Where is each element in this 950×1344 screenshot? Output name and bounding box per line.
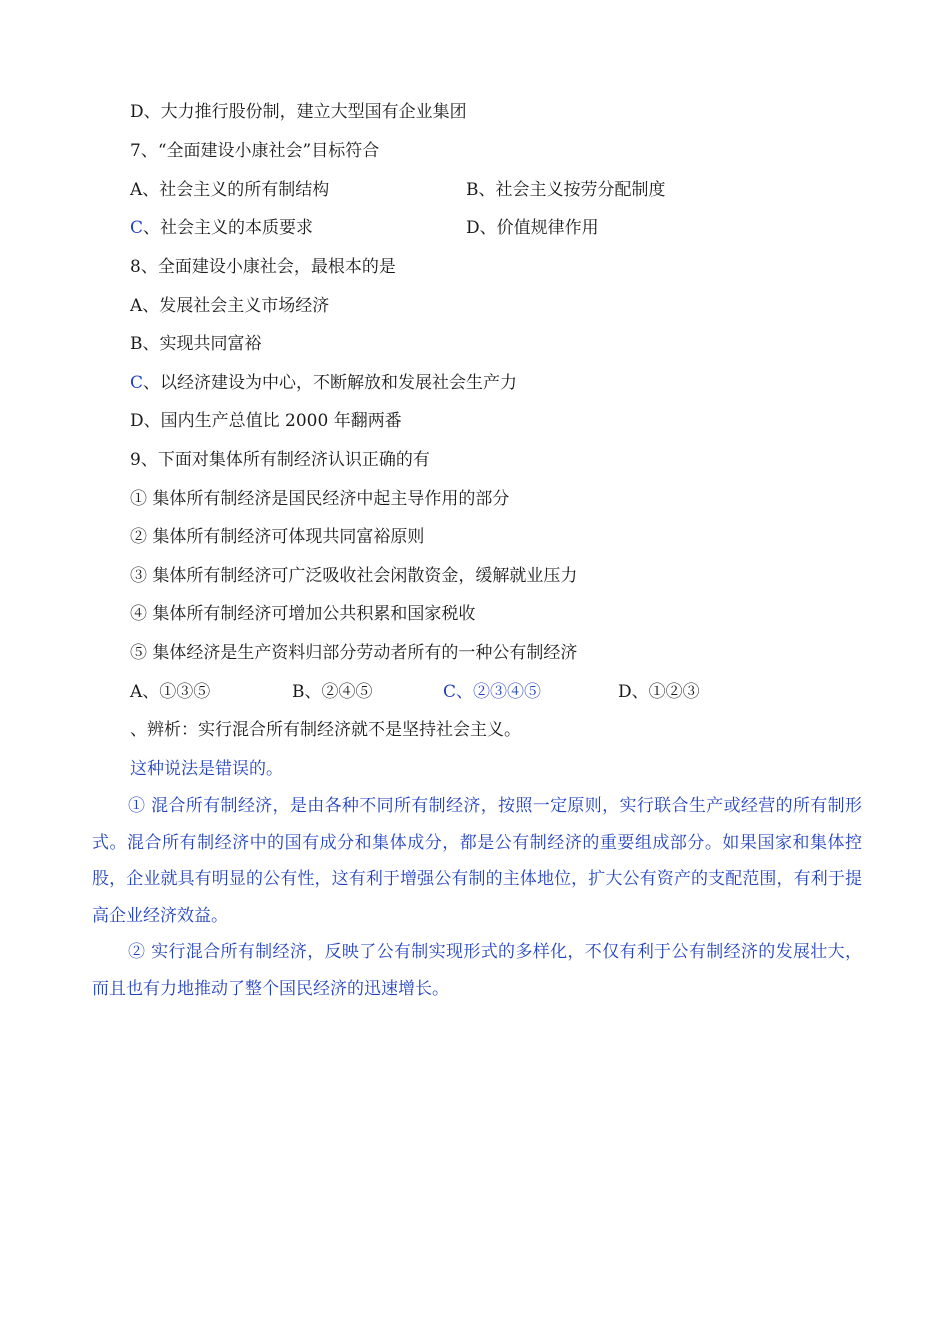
q7-option-a: A、社会主义的所有制结构 <box>130 180 330 200</box>
discussion-paragraph-1: ① 混合所有制经济，是由各种不同所有制经济，按照一定原则，实行联合生产或经营的所有制形式。混合所有制经济中的国有成分和集体成分，都是公有制经济的重要组成部分。如果国家和集体控股，企业就具有明显的公有性，这有利于增强公有制的主体地位，扩大公有资产的支配范围，有利于提高企业经济效益。 <box>92 796 862 926</box>
q9-statement-3: ③ 集体所有制经济可广泛吸收社会闲散资金，缓解就业压力 <box>130 566 578 586</box>
q9-stem: 9、下面对集体所有制经济认识正确的有 <box>130 450 430 470</box>
discussion-verdict: 这种说法是错误的。 <box>130 759 283 779</box>
q9-option-a: A、①③⑤ <box>130 682 211 702</box>
q8-option-c-text: 、以经济建设为中心，不断解放和发展社会生产力 <box>143 373 518 393</box>
q8-option-a: A、发展社会主义市场经济 <box>130 296 330 316</box>
q7-option-c-letter: C <box>130 218 144 238</box>
discussion-paragraph-2: ② 实行混合所有制经济，反映了公有制实现形式的多样化，不仅有利于公有制经济的发展壮大，而且也有力地推动了整个国民经济的迅速增长。 <box>92 942 862 999</box>
discussion-stem: 、辨析：实行混合所有制经济就不是坚持社会主义。 <box>130 720 521 740</box>
q7-option-b: B、社会主义按劳分配制度 <box>466 180 666 200</box>
q8-option-c-letter: C <box>130 373 144 393</box>
q9-option-c: C、②③④⑤ <box>443 682 542 702</box>
q8-stem: 8、全面建设小康社会，最根本的是 <box>130 257 396 277</box>
q7-stem: 7、“全面建设小康社会”目标符合 <box>130 141 380 161</box>
q9-statement-1: ① 集体所有制经济是国民经济中起主导作用的部分 <box>130 489 510 509</box>
q7-option-d: D、价值规律作用 <box>466 218 599 238</box>
discussion-answer <box>92 788 862 1007</box>
q9-statement-2: ② 集体所有制经济可体现共同富裕原则 <box>130 527 425 547</box>
q8-option-c <box>130 372 517 394</box>
q8-option-d: D、国内生产总值比 2000 年翻两番 <box>130 411 402 431</box>
q9-statement-4: ④ 集体所有制经济可增加公共积累和国家税收 <box>130 604 476 624</box>
q9-option-b: B、②④⑤ <box>292 682 373 702</box>
q9-option-d: D、①②③ <box>618 682 700 702</box>
q6-option-d: D、大力推行股份制，建立大型国有企业集团 <box>130 102 467 122</box>
q9-statement-5: ⑤ 集体经济是生产资料归部分劳动者所有的一种公有制经济 <box>130 643 578 663</box>
q7-option-c-text: 、社会主义的本质要求 <box>143 218 314 238</box>
q7-option-c <box>130 217 313 239</box>
q8-option-b: B、实现共同富裕 <box>130 334 262 354</box>
